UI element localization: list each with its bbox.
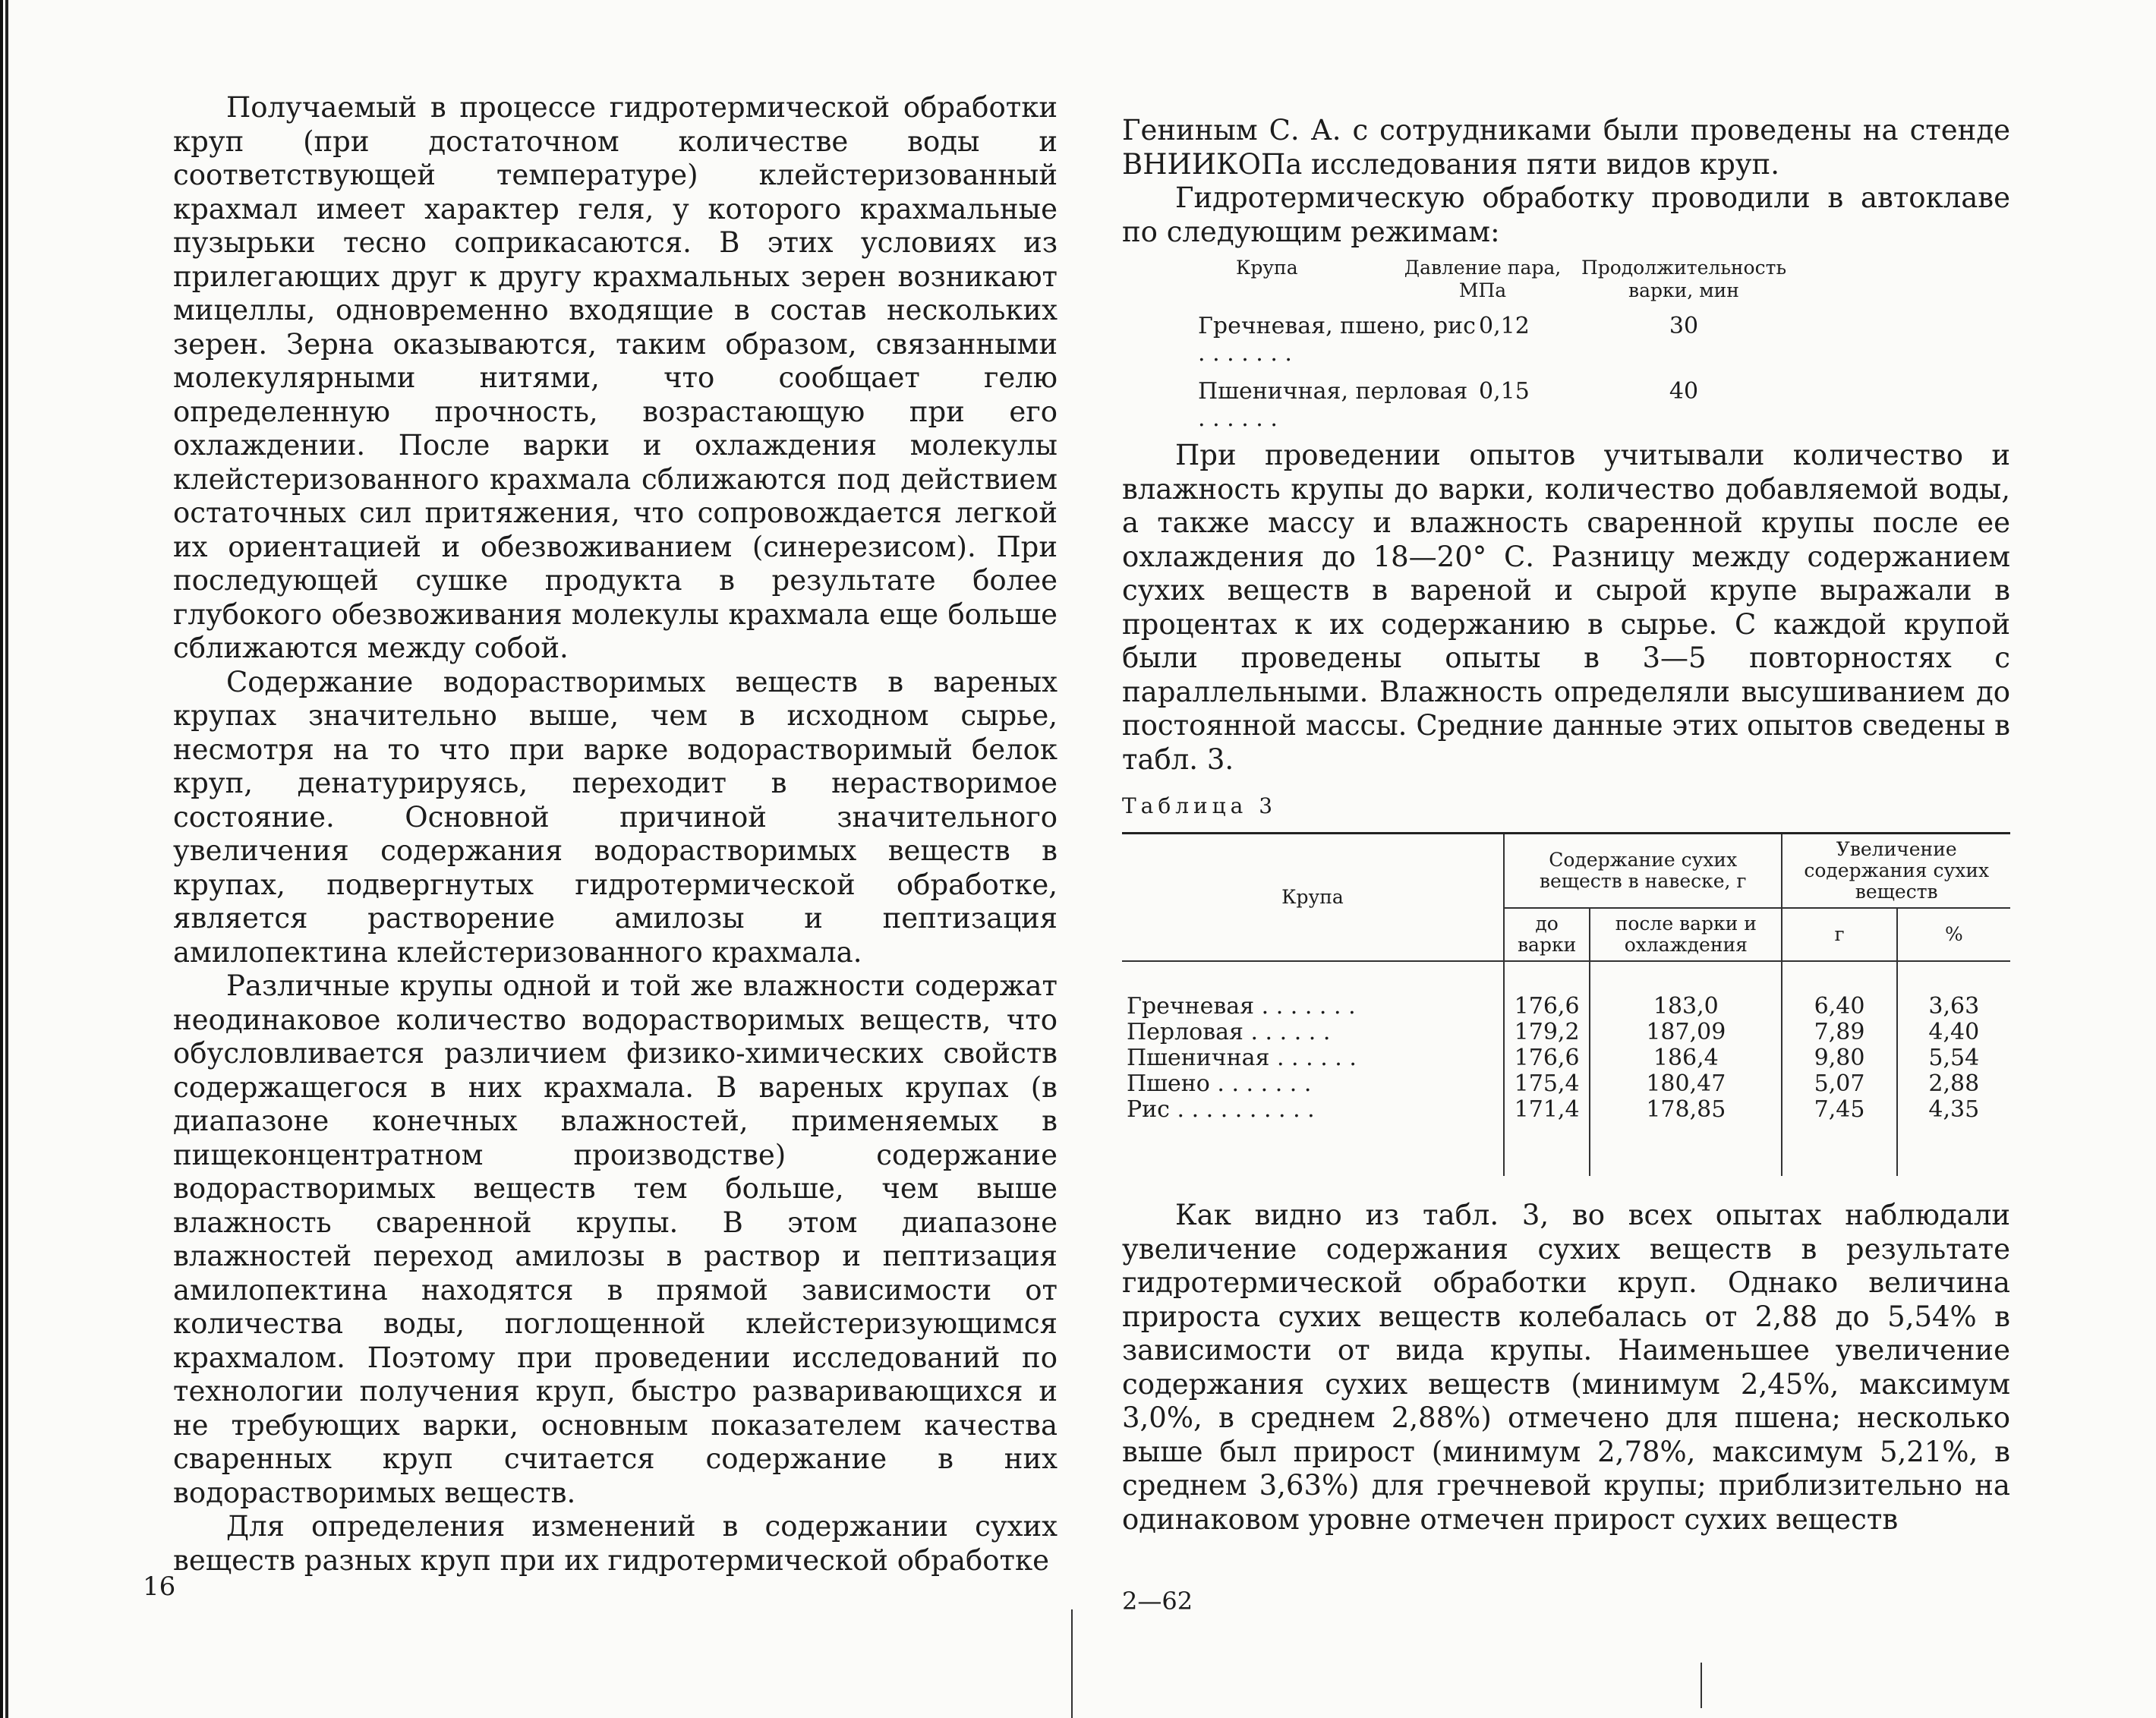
left-paragraph-1: Получаемый в процессе гидротермической обработки круп (при достаточном количестве воды и соответствующей температуре) клейстеризованный крахмал имеет характер геля, у которого крахмальные пузырьки тесно соприкасаются. В этих условиях из прилегающих друг к другу крахмальных зерен возникают мицеллы, одновременно входящие в состав нескольких зерен. Зерна оказываются, таким образом, связанными молекулярными нитями, что сообщает гелю определенную прочность, возрастающую при его охлаждении. После варки и охлаждения молекулы клейстеризованного крахмала сближаются под действием остаточных сил притяжения, что сопровождается легкой их ориентацией и обезвоживанием (синерезисом). При последующей сушке продукта в результате более глубокого обезвоживания молекулы крахмала еще больше сближаются между собой.	[173, 91, 1058, 664]
right-paragraph-intro: Гениным С. А. с сотрудниками были проведены на стенде ВНИИКОПа исследования пяти видов круп.	[1122, 114, 2010, 181]
table3-header-group2: Увеличение содержания сухих веществ	[1782, 834, 2010, 909]
regime-row-pressure: 0,12	[1479, 313, 1530, 339]
table3-cell-g: 7,45	[1782, 1097, 1896, 1176]
left-paragraph-3: Различные крупы одной и той же влажности содержат неодинаковое количество водорастворимых веществ, что обусловливается различием физико-химических свойств содержащегося в них крахмала. В вареных крупах (в диапазоне конечных влажностей, применяемых в пищеконцентратном производстве) содержание водорастворимых веществ тем больше, чем выше влажность сваренной крупы. В этом диапазоне влажностей переход амилозы в раствор и пептизация амилопектина находятся в прямой зависимости от количества воды, поглощенной клейстеризующимся крахмалом. Поэтому при проведении исследований по технологии получения круп, быстро разваривающихся и не требующих варки, основным показателем качества сваренных круп считается содержание в них водорастворимых веществ.	[173, 969, 1058, 1509]
right-paragraph-method: При проведении опытов учитывали количество и влажность крупы до варки, количество добавляемой воды, а также массу и влажность сваренной крупы после ее охлаждения до 18—20° С. Разницу между содержанием сухих веществ в вареной и сырой крупе выражали в процентах к их содержанию в сырье. С каждой крупой были проведены опыты в 3—5 повторностях с параллельными. Влажность определяли высушиванием до постоянной массы. Средние данные этих опытов сведены в табл. 3.	[1122, 439, 2010, 776]
table-row	[1122, 1045, 2010, 1071]
gutter-line	[1071, 1609, 1073, 1718]
table3-cell-name: Пшено . . . . . . .	[1127, 1070, 1312, 1097]
table3-subheader-before: до варки	[1504, 908, 1590, 961]
table3-cell-before: 179,2	[1504, 1020, 1590, 1045]
table3-cell-pct: 3,63	[1897, 961, 2010, 1020]
table3-cell-before: 171,4	[1504, 1097, 1590, 1176]
table3-cell-pct: 4,35	[1897, 1097, 2010, 1176]
table-row	[1122, 1020, 2010, 1045]
left-paragraph-2: Содержание водорастворимых веществ в вареных крупах значительно выше, чем в исходном сырье, несмотря на то что при варке водорастворимый белок круп, денатурируясь, переходит в нерастворимое состояние. Основной причиной значительного увеличения содержания водорастворимых веществ в крупах, подвергнутых гидротермической обработке, является растворение амилозы и пептизация амилопектина клейстеризованного крахмала.	[173, 665, 1058, 969]
right-paragraph-regime: Гидротермическую обработку проводили в автоклаве по следующим режимам:	[1122, 181, 2010, 248]
table3-header-krupa: Крупа	[1122, 834, 1504, 962]
table3	[1122, 832, 2010, 1176]
left-page	[173, 91, 1058, 1578]
table3-subheader-pct: %	[1897, 908, 2010, 961]
regime-row-duration: 40	[1669, 378, 1699, 405]
regime-header-krupa: Крупа	[1236, 257, 1298, 279]
regime-row-duration: 30	[1669, 313, 1699, 339]
table3-cell-g: 5,07	[1782, 1071, 1896, 1097]
table3-cell-before: 176,6	[1504, 1045, 1590, 1071]
regime-table-header	[1122, 257, 2010, 302]
regime-row-pressure: 0,15	[1479, 378, 1530, 405]
table3-cell-name: Перловая . . . . . .	[1127, 1019, 1331, 1045]
table3-cell-before: 175,4	[1504, 1071, 1590, 1097]
right-paragraph-conclusion: Как видно из табл. 3, во всех опытах наблюдали увеличение содержания сухих веществ в результате гидротермической обработки круп. Однако величина прироста сухих веществ колебалась от 2,88 до 5,54% в зависимости от вида крупы. Наименьшее увеличение содержания сухих веществ (минимум 2,45%, максимум 3,0%, в среднем 2,88%) отмечено для пшена; несколько выше был прирост (минимум 2,78%, максимум 5,21%, в среднем 3,63%) для гречневой крупы; приблизительно на одинаковом уровне отмечен прирост сухих веществ	[1122, 1199, 2010, 1536]
table3-cell-after: 180,47	[1590, 1071, 1782, 1097]
table3-header-group1: Содержание сухих веществ в навеске, г	[1504, 834, 1782, 909]
table3-cell-g: 6,40	[1782, 961, 1896, 1020]
table-row	[1122, 961, 2010, 1020]
regime-table	[1122, 257, 2010, 433]
table-row	[1122, 1097, 2010, 1176]
table3-cell-g: 9,80	[1782, 1045, 1896, 1071]
table3-subheader-after: после варки и охлаждения	[1590, 908, 1782, 961]
table3-cell-after: 183,0	[1590, 961, 1782, 1020]
binding-edge	[0, 0, 14, 1718]
regime-row-name: Пшеничная, перловая . . . . . .	[1198, 378, 1468, 432]
table3-cell-name: Рис . . . . . . . . . .	[1127, 1096, 1315, 1123]
table3-cell-after: 187,09	[1590, 1020, 1782, 1045]
table3-cell-before: 176,6	[1504, 961, 1590, 1020]
table3-subheader-g: г	[1782, 908, 1896, 961]
table3-cell-after: 186,4	[1590, 1045, 1782, 1071]
table3-cell-pct: 2,88	[1897, 1071, 2010, 1097]
page-number: 16	[143, 1571, 176, 1602]
table3-cell-pct: 4,40	[1897, 1020, 2010, 1045]
regime-header-pressure: Давление пара, МПа	[1404, 257, 1562, 301]
table-row	[1122, 1071, 2010, 1097]
left-paragraph-4: Для определения изменений в содержании сухих веществ разных круп при их гидротермической обработке	[173, 1510, 1058, 1577]
table3-cell-name: Пшеничная . . . . . .	[1127, 1045, 1357, 1071]
table3-cell-name: Гречневая . . . . . . .	[1127, 993, 1356, 1020]
regime-row-name: Гречневая, пшено, рис . . . . . . .	[1198, 313, 1476, 367]
table3-cell-g: 7,89	[1782, 1020, 1896, 1045]
table3-caption: Таблица 3	[1122, 793, 1278, 818]
right-page	[1122, 114, 2010, 1537]
table3-cell-pct: 5,54	[1897, 1045, 2010, 1071]
regime-header-duration: Продолжительность варки, мин	[1581, 257, 1787, 301]
signature-mark: 2—62	[1122, 1587, 1193, 1616]
regime-row	[1122, 378, 2010, 433]
table3-cell-after: 178,85	[1590, 1097, 1782, 1176]
gutter-line	[1701, 1663, 1702, 1708]
regime-row	[1122, 313, 2010, 367]
